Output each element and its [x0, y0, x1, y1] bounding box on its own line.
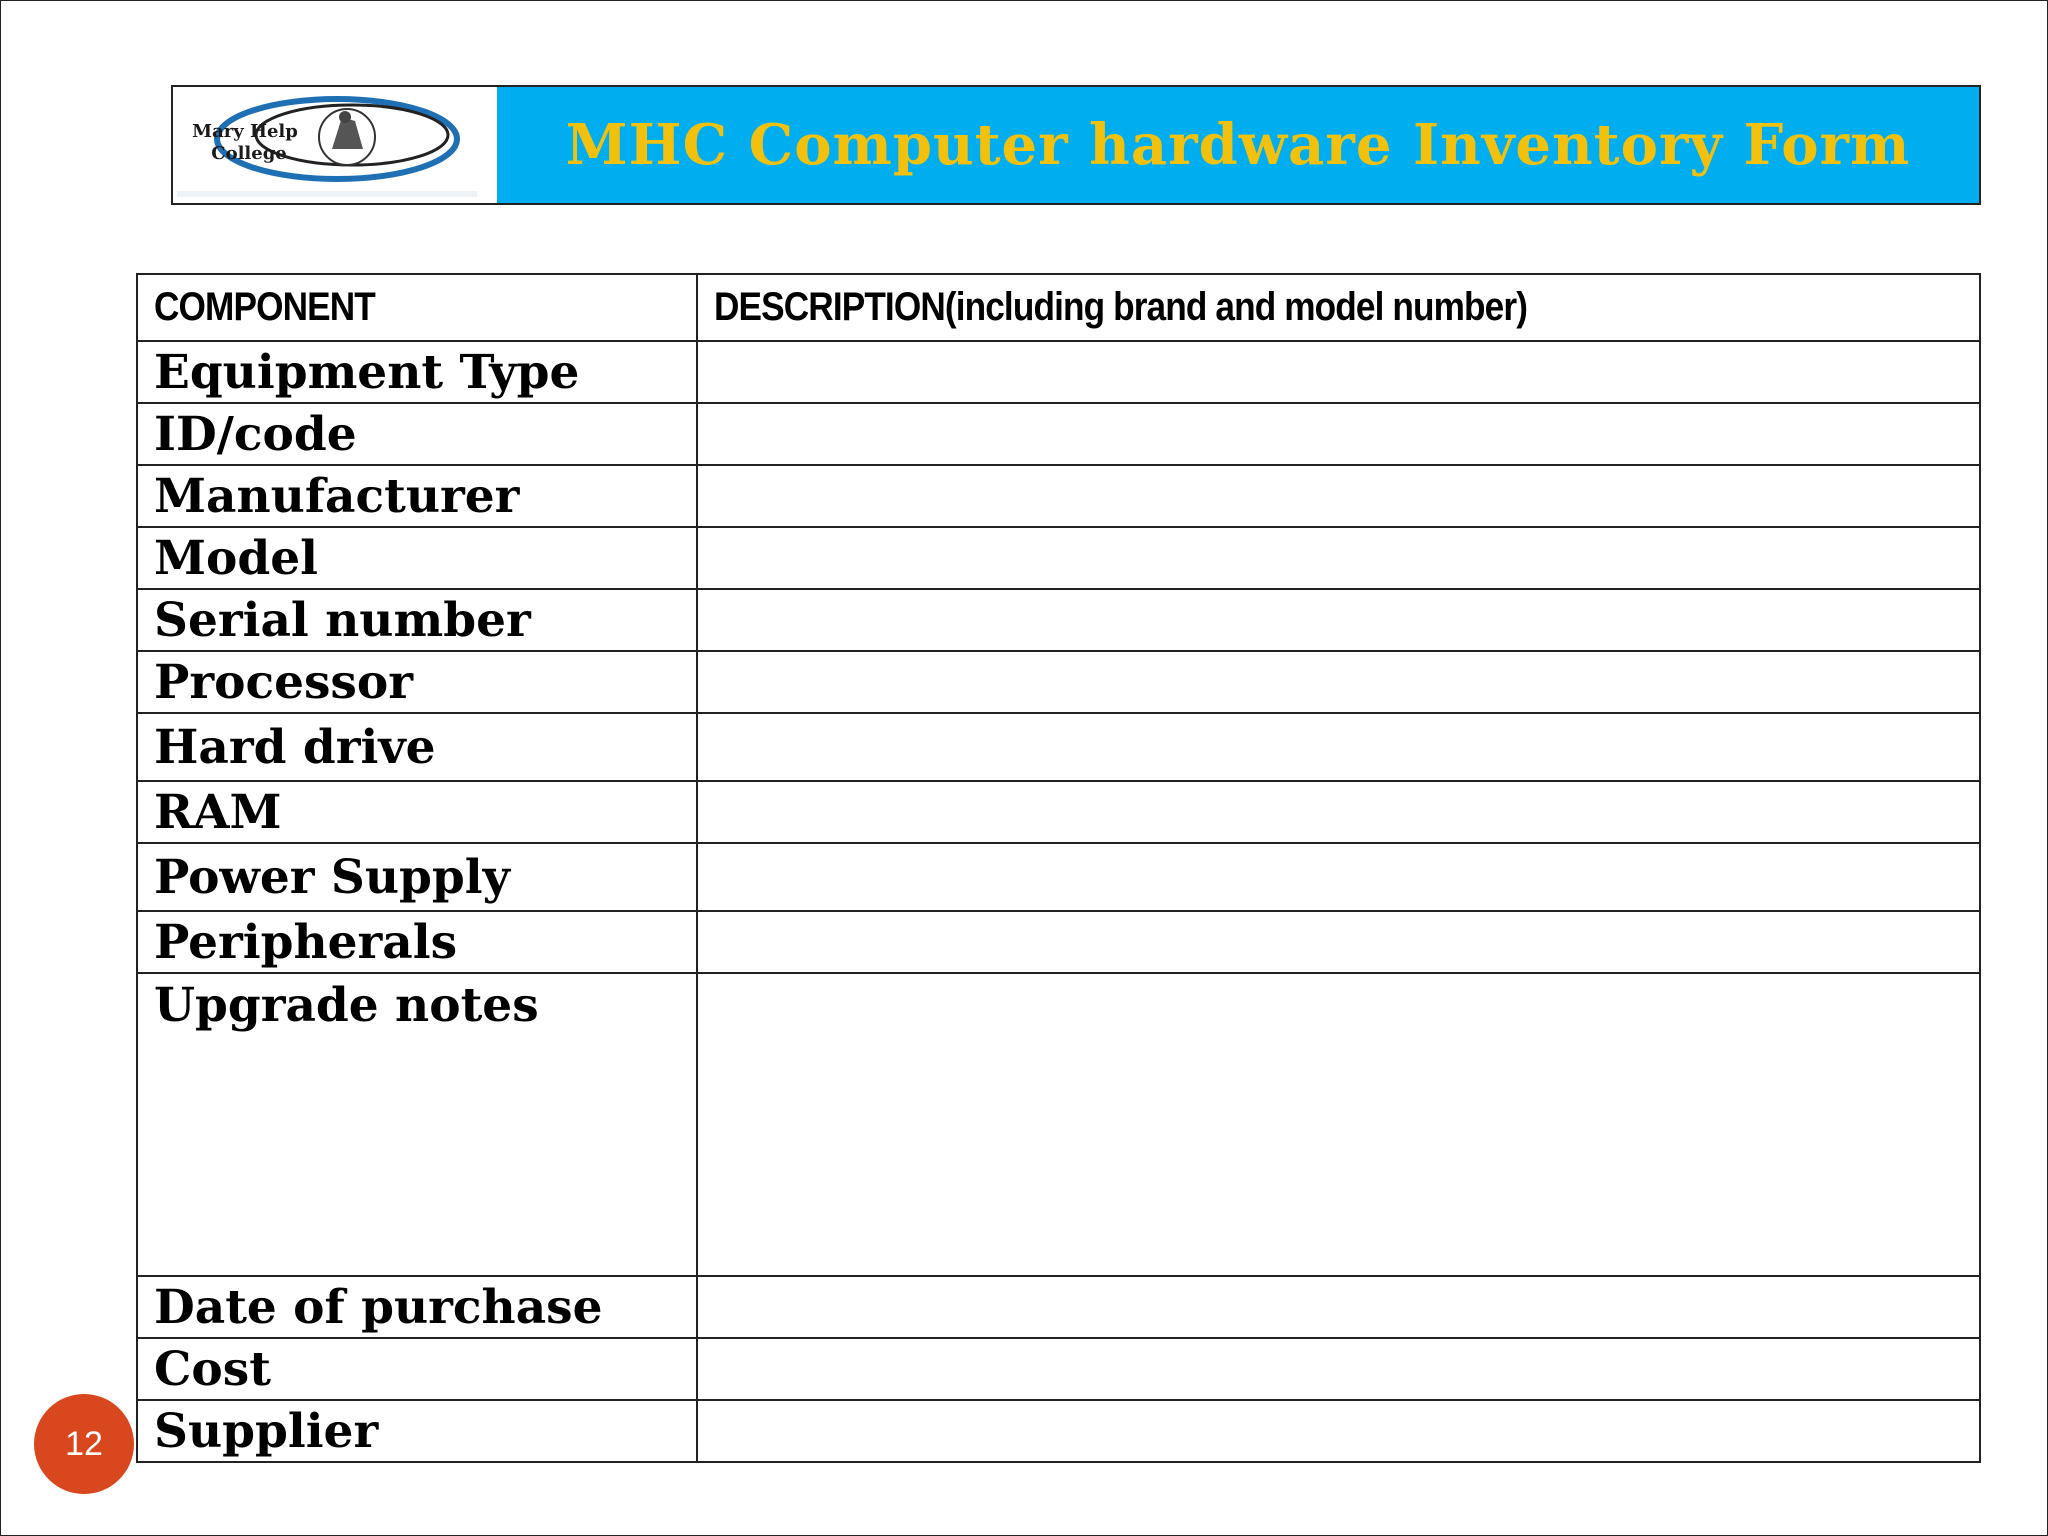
row-label: Model	[137, 527, 697, 589]
inventory-table	[136, 273, 1981, 1463]
table-row	[137, 527, 1980, 589]
description-cell[interactable]	[697, 1400, 1980, 1462]
description-cell[interactable]	[697, 713, 1980, 781]
table-row	[137, 589, 1980, 651]
page-number-badge: 12	[34, 1394, 134, 1494]
description-cell[interactable]	[697, 651, 1980, 713]
college-logo	[173, 87, 497, 203]
row-label: Upgrade notes	[137, 973, 697, 1276]
row-label: Processor	[137, 651, 697, 713]
row-label: Date of purchase	[137, 1276, 697, 1338]
row-label: Supplier	[137, 1400, 697, 1462]
row-label: Peripherals	[137, 911, 697, 973]
logo-text-line1: Mary Help	[192, 121, 298, 142]
row-label: Cost	[137, 1338, 697, 1400]
column-header-component: COMPONENT	[137, 274, 697, 341]
description-cell[interactable]	[697, 911, 1980, 973]
description-cell[interactable]	[697, 403, 1980, 465]
description-cell[interactable]	[697, 465, 1980, 527]
page-title: MHC Computer hardware Inventory Form	[565, 112, 1911, 178]
table-row	[137, 1276, 1980, 1338]
row-label: Hard drive	[137, 713, 697, 781]
description-cell[interactable]	[697, 843, 1980, 911]
table-row	[137, 843, 1980, 911]
table-row	[137, 1400, 1980, 1462]
description-cell[interactable]	[697, 527, 1980, 589]
table-row	[137, 341, 1980, 403]
row-label: Power Supply	[137, 843, 697, 911]
row-label: Manufacturer	[137, 465, 697, 527]
table-row	[137, 465, 1980, 527]
table-header-row	[137, 274, 1980, 341]
row-label: Equipment Type	[137, 341, 697, 403]
header-banner	[171, 85, 1981, 205]
row-label: ID/code	[137, 403, 697, 465]
table-row	[137, 1338, 1980, 1400]
table-row	[137, 973, 1980, 1276]
row-label: Serial number	[137, 589, 697, 651]
row-label: RAM	[137, 781, 697, 843]
table-row	[137, 781, 1980, 843]
table-row	[137, 651, 1980, 713]
description-cell[interactable]	[697, 341, 1980, 403]
column-header-description: DESCRIPTION(including brand and model number)	[697, 274, 1980, 341]
description-cell[interactable]	[697, 589, 1980, 651]
description-cell[interactable]	[697, 1338, 1980, 1400]
description-cell[interactable]	[697, 973, 1980, 1276]
logo-graphic	[177, 87, 487, 199]
description-cell[interactable]	[697, 1276, 1980, 1338]
description-cell[interactable]	[697, 781, 1980, 843]
table-row	[137, 911, 1980, 973]
table-row	[137, 713, 1980, 781]
logo-text-line2: College	[211, 143, 287, 164]
table-row	[137, 403, 1980, 465]
